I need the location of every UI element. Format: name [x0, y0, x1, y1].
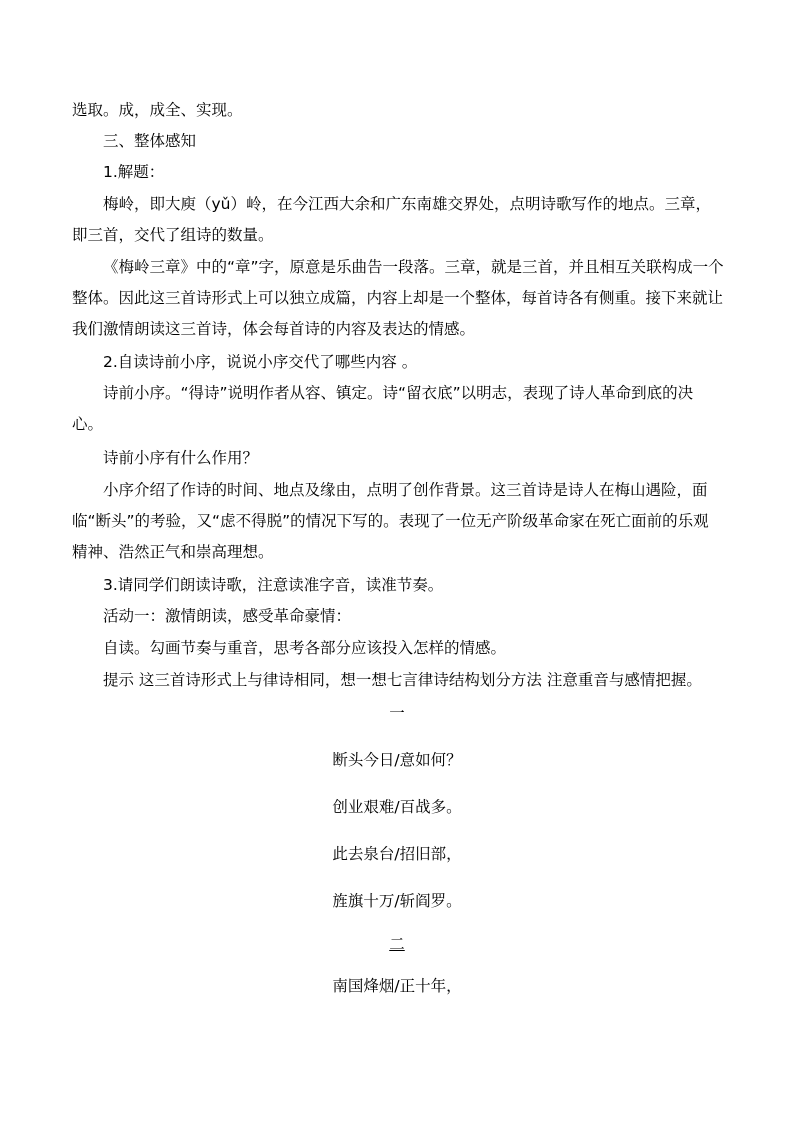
paragraph-hint: 提示 这三首诗形式上与律诗相同，想一想七言律诗结构划分方法 注意重音与感情把握。: [103, 671, 702, 689]
poem-line: 创业艰难/百战多。: [332, 798, 462, 816]
paragraph-preface-function-answer: 小序介绍了作诗的时间、地点及缘由，点明了创作背景。这三首诗是诗人在梅山遇险，面临“断头”的考验，又“虑不得脱”的情况下写的。表现了一位无产阶级革命家在死亡面前的乐观精神、浩然正气和崇高理想。: [72, 481, 709, 561]
paragraph-self-reading: 自读。勾画节奏与重音，思考各部分应该投入怎样的情感。: [103, 639, 507, 657]
paragraph-preface-content: 诗前小序。“得诗”说明作者从容、镇定。诗“留衣底”以明志，表现了诗人革命到底的决心。: [72, 384, 694, 433]
subheading-title-explanation: 1.解题：: [103, 163, 165, 181]
poem-section-title-2: 二: [389, 935, 405, 953]
section-heading-overall-perception: 三、整体感知: [103, 132, 197, 150]
poem-line: 此去泉台/招旧部，: [332, 845, 462, 863]
poem-line: 南国烽烟/正十年，: [332, 977, 462, 995]
paragraph-intro-tail: 选取。成，成全、实现。: [72, 101, 243, 119]
subheading-reading-aloud: 3.请同学们朗读诗歌，注意读准字音，读准节奏。: [103, 576, 444, 594]
paragraph-three-chapters: 《梅岭三章》中的“章”字，原意是乐曲告一段落。三章，就是三首，并且相互关联构成一个整体。因此这三首诗形式上可以独立成篇，内容上却是一个整体，每首诗各有侧重。接下来就让我们激情朗读这三首诗，体会每首诗的内容及表达的情感。: [72, 258, 724, 338]
poem-line: 旌旗十万/斩阎罗。: [332, 892, 462, 910]
poem-section-title-1: 一: [389, 704, 405, 722]
activity-one-heading: 活动一：激情朗读，感受革命豪情：: [103, 607, 352, 625]
paragraph-meiling-explanation: 梅岭，即大庾（yǔ）岭，在今江西大余和广东南雄交界处，点明诗歌写作的地点。三章，即三首，交代了组诗的数量。: [72, 195, 711, 244]
poem-line: 断头今日/意如何？: [332, 751, 462, 769]
subheading-preface-reading: 2.自读诗前小序，说说小序交代了哪些内容 。: [103, 353, 418, 371]
question-preface-function: 诗前小序有什么作用？: [103, 449, 259, 467]
